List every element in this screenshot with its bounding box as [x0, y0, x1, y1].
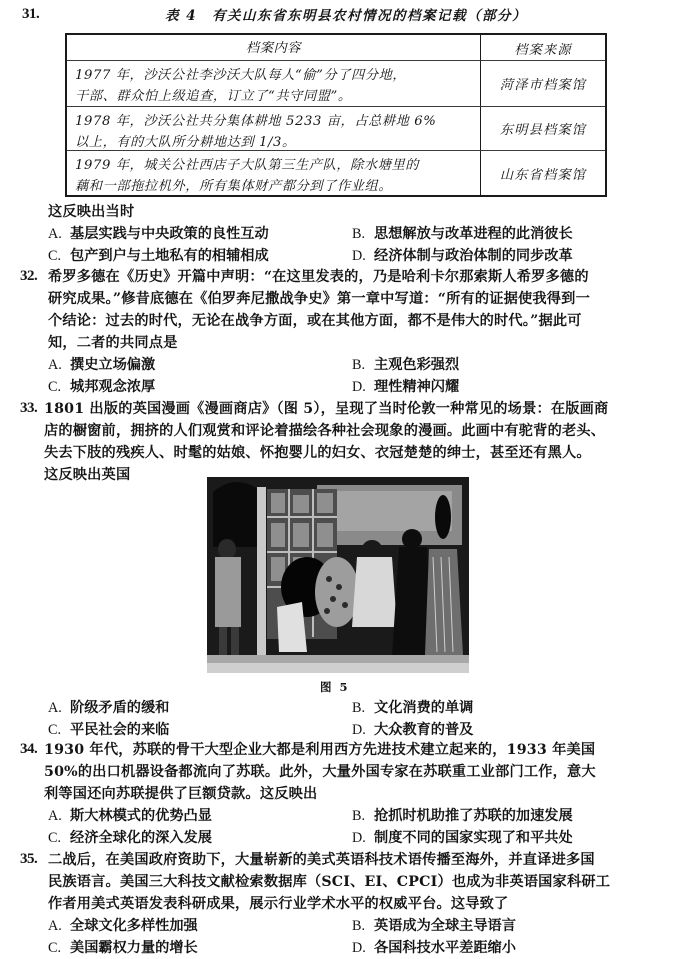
question-stem: 失去下肢的残疾人、时髦的姑娘、怀抱婴儿的妇女、衣冠楚楚的绅士，甚至还有黑人。 [44, 445, 591, 461]
option-text: 理性精神闪耀 [374, 379, 460, 395]
option-text: 美国霸权力量的增长 [70, 940, 198, 956]
option-letter: B. [352, 357, 366, 373]
option-c[interactable] [48, 245, 269, 267]
table-cell-source: 东明县档案馆 [499, 123, 587, 138]
option-b[interactable] [352, 697, 473, 719]
option-a[interactable] [48, 697, 169, 719]
table-cell-content [67, 61, 481, 106]
question-stem: 1801 出版的英国漫画《漫画商店》（图 5），呈现了当时伦敦一种常见的场景：在版画商 [44, 401, 609, 417]
question-stem: 这反映出当时 [48, 204, 135, 220]
table-header-content: 档案内容 [67, 35, 481, 60]
option-letter: C. [48, 830, 62, 846]
option-a[interactable] [48, 805, 212, 827]
option-text: 城邦观念浓厚 [70, 379, 156, 395]
archive-table [65, 33, 607, 197]
option-letter: B. [352, 226, 366, 242]
table-cell-content [67, 107, 481, 150]
option-text: 各国科技水平差距缩小 [374, 940, 516, 956]
question-stem: 研究成果。”修昔底德在《伯罗奔尼撒战争史》第一章中写道：“所有的证据使我得到一 [48, 291, 590, 307]
cell-line: 藕和一部拖拉机外，所有集体财产都分到了作业组。 [75, 179, 393, 194]
question-number-31: 31. [22, 6, 40, 22]
option-text: 思想解放与改革进程的此消彼长 [374, 226, 573, 242]
question-number-32: 32. [20, 268, 38, 284]
option-d[interactable] [352, 827, 573, 849]
question-stem: 二战后，在美国政府资助下，大量崭新的美式英语科技术语传播至海外，并直译进多国 [48, 852, 595, 868]
figure-caption: 图 5 [320, 680, 350, 694]
option-b[interactable] [352, 915, 516, 937]
option-text: 全球文化多样性加强 [70, 918, 198, 934]
option-b[interactable] [352, 223, 573, 245]
option-letter: C. [48, 940, 62, 956]
option-text: 包产到户与土地私有的相辅相成 [70, 248, 269, 264]
option-text: 斯大林模式的优势凸显 [70, 808, 212, 824]
option-b[interactable] [352, 805, 573, 827]
option-text: 经济全球化的深入发展 [70, 830, 212, 846]
option-letter: A. [48, 357, 62, 373]
question-stem: 50%的出口机器设备都流向了苏联。此外，大量外国专家在苏联重工业部门工作，意大 [44, 764, 596, 780]
cell-line: 1978 年，沙沃公社共分集体耕地 5233 亩，占总耕地 6% [75, 114, 437, 129]
question-stem: 希罗多德在《历史》开篇中声明：“在这里发表的，乃是哈利卡尔那索斯人希罗多德的 [48, 269, 589, 285]
option-d[interactable] [352, 719, 473, 741]
option-letter: D. [352, 722, 366, 738]
option-letter: B. [352, 918, 366, 934]
question-number-33: 33. [20, 400, 38, 416]
option-c[interactable] [48, 827, 212, 849]
option-text: 经济体制与政治体制的同步改革 [374, 248, 573, 264]
option-c[interactable] [48, 937, 198, 959]
option-letter: A. [48, 918, 62, 934]
question-number-34: 34. [20, 741, 38, 757]
option-text: 撰史立场偏激 [70, 357, 156, 373]
cell-line: 干部、群众怕上级追查，订立了“共守同盟”。 [75, 89, 352, 104]
option-letter: D. [352, 379, 366, 395]
option-letter: C. [48, 722, 62, 738]
option-text: 英语成为全球主导语言 [374, 918, 516, 934]
option-letter: D. [352, 830, 366, 846]
option-a[interactable] [48, 354, 155, 376]
table-cell-content [67, 151, 481, 195]
table-cell-source: 菏泽市档案馆 [499, 78, 587, 93]
table-cell-source: 山东省档案馆 [499, 167, 587, 183]
option-letter: B. [352, 700, 366, 716]
option-letter: A. [48, 808, 62, 824]
table-row [67, 151, 605, 195]
option-text: 文化消费的单调 [374, 700, 474, 716]
cell-line: 1979 年，城关公社西店子大队第三生产队，除水塘里的 [75, 158, 420, 173]
question-number-35: 35. [20, 851, 38, 867]
option-letter: D. [352, 940, 366, 956]
option-letter: A. [48, 226, 62, 242]
table-row [67, 107, 605, 151]
option-text: 主观色彩强烈 [374, 357, 460, 373]
cell-line: 以上，有的大队所分耕地达到 1/3。 [75, 135, 296, 150]
option-letter: B. [352, 808, 366, 824]
question-stem: 作者用美式英语发表科研成果，展示行业学术水平的权威平台。这导致了 [48, 896, 509, 912]
question-stem: 利等国还向苏联提供了巨额贷款。这反映出 [44, 786, 318, 802]
option-letter: C. [48, 379, 62, 395]
option-b[interactable] [352, 354, 459, 376]
option-text: 基层实践与中央政策的良性互动 [70, 226, 269, 242]
option-d[interactable] [352, 245, 573, 267]
table-row [67, 61, 605, 107]
option-a[interactable] [48, 223, 269, 245]
option-text: 大众教育的普及 [374, 722, 474, 738]
question-stem: 知，二者的共同点是 [48, 335, 178, 351]
option-letter: D. [352, 248, 366, 264]
option-text: 平民社会的来临 [70, 722, 170, 738]
option-text: 抢抓时机助推了苏联的加速发展 [374, 808, 573, 824]
option-d[interactable] [352, 937, 516, 959]
question-stem: 民族语言。美国三大科技文献检索数据库（SCI、EI、CPCI）也成为非英语国家科研工 [48, 874, 611, 890]
question-stem: 个结论：过去的时代，无论在战争方面，或在其他方面，都不是伟大的时代。”据此可 [48, 313, 582, 329]
option-c[interactable] [48, 719, 169, 741]
option-letter: A. [48, 700, 62, 716]
cartoon-illustration [207, 477, 469, 673]
question-stem: 1930 年代，苏联的骨干大型企业大都是利用西方先进技术建立起来的，1933 年美国 [44, 742, 596, 758]
engraving-illustration-icon [207, 477, 469, 673]
question-stem: 这反映出英国 [44, 467, 131, 483]
table-header-row [67, 35, 605, 61]
table-header-source: 档案来源 [514, 43, 572, 58]
option-text: 制度不同的国家实现了和平共处 [374, 830, 573, 846]
option-c[interactable] [48, 376, 155, 398]
option-a[interactable] [48, 915, 198, 937]
cell-line: 1977 年，沙沃公社李沙沃大队每人“偷”分了四分地， [75, 68, 407, 83]
option-d[interactable] [352, 376, 459, 398]
option-text: 阶级矛盾的缓和 [70, 700, 170, 716]
question-stem: 店的橱窗前，拥挤的人们观赏和评论着描绘各种社会现象的漫画。此画中有驼背的老头、 [44, 423, 606, 439]
option-letter: C. [48, 248, 62, 264]
table-caption: 表 4 有关山东省东明县农村情况的档案记载（部分） [164, 8, 528, 24]
